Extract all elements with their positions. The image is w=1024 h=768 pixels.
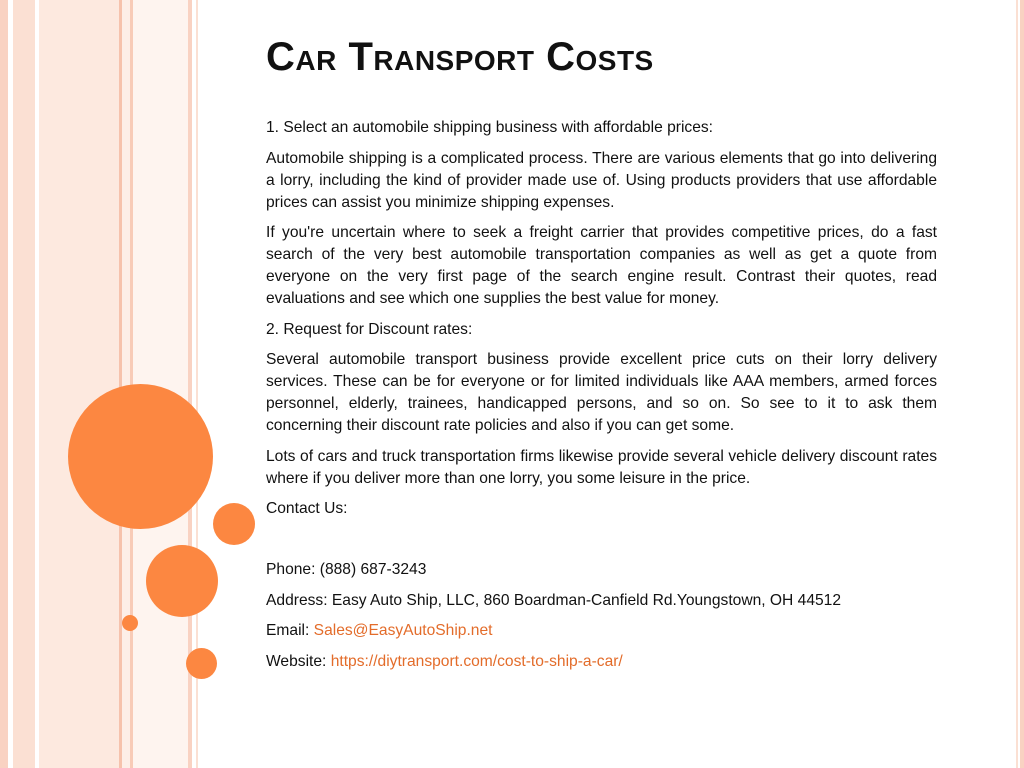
decorative-circle-small bbox=[122, 615, 138, 631]
contact-phone: Phone: (888) 687-3243 bbox=[266, 561, 427, 578]
contact-address: Address: Easy Auto Ship, LLC, 860 Boardman-Canfield Rd.Youngstown, OH 44512 bbox=[266, 591, 842, 609]
decorative-circle-small bbox=[186, 648, 217, 679]
email-link[interactable]: Sales@EasyAutoShip.net bbox=[313, 622, 493, 639]
body-paragraph: Automobile shipping is a complicated process. There are various elements that go into delivering a lorry, including the kind of provider made use of. Using products providers that use affordable prices can assist you minimize shipping expenses. bbox=[266, 149, 937, 211]
body-paragraph: Lots of cars and truck transportation firms likewise provide several vehicle delivery discount rates where if you deliver more than one lorry, you some leisure in the price. bbox=[266, 447, 937, 487]
decorative-stripe bbox=[1020, 0, 1024, 768]
body-paragraph: If you're uncertain where to seek a freight carrier that provides competitive prices, do a fast search of the very best automobile transportation companies as well as get a quote from everyone on the very first page of the search engine result. Contrast their quotes, read evaluations and see which one supplies the best value for money. bbox=[266, 224, 937, 307]
website-link[interactable]: https://diytransport.com/cost-to-ship-a-car/ bbox=[330, 652, 623, 670]
section-heading: 2. Request for Discount rates: bbox=[266, 320, 473, 338]
contact-website-line bbox=[266, 651, 937, 673]
contact-heading: Contact Us: bbox=[266, 500, 348, 517]
section-heading: 1. Select an automobile shipping business with affordable prices: bbox=[266, 119, 714, 136]
blank-line bbox=[266, 529, 937, 551]
decorative-circle-medium bbox=[146, 545, 218, 617]
decorative-stripe bbox=[39, 0, 119, 768]
website-label: Website: bbox=[266, 652, 331, 670]
decorative-circle-large bbox=[68, 384, 213, 529]
email-label: Email: bbox=[266, 622, 314, 639]
decorative-stripe bbox=[0, 0, 8, 768]
decorative-circle-medium bbox=[213, 503, 255, 545]
body-paragraph: Several automobile transport business provide excellent price cuts on their lorry delivery services. These can be for everyone or for limited individuals like AAA members, armed forces personnel, elderly, trainees, handicapped persons, and so on. So see to it to ask them concerning their discount rate policies and also if you can get some. bbox=[266, 351, 937, 434]
decorative-stripe bbox=[13, 0, 35, 768]
slide-body bbox=[266, 117, 937, 681]
contact-email-line bbox=[266, 620, 937, 642]
slide-title: Car Transport Costs bbox=[266, 35, 654, 79]
